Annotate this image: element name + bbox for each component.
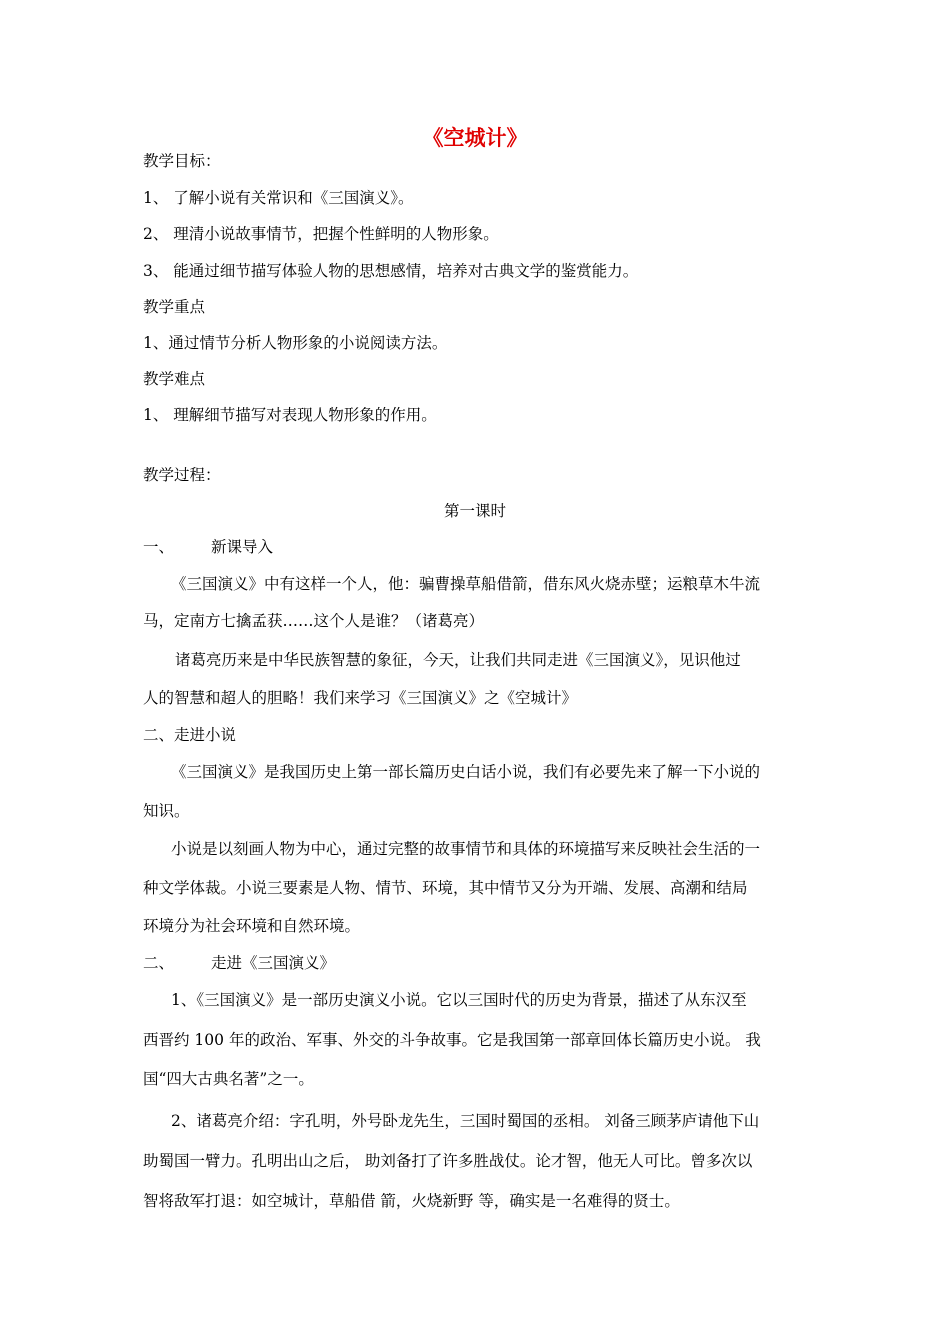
key-point-item: 1、通过情节分析人物形象的小说阅读方法。 (143, 334, 448, 352)
paragraph-line: 小说是以刻画人物为中心，通过完整的故事情节和具体的环境描写来反映社会生活的一 (171, 840, 761, 858)
paragraph-line: 诸葛亮历来是中华民族智慧的象征，今天，让我们共同走进《三国演义》，见识他过 (175, 651, 741, 669)
paragraph-line: 马，定南方七擒孟获……这个人是谁？（诸葛亮） (143, 612, 485, 630)
paragraph-line: 知识。 (143, 802, 190, 820)
objective-item: 3、 能通过细节描写体验人物的思想感情，培养对古典文学的鉴赏能力。 (143, 262, 639, 280)
lesson-period-heading: 第一课时 (443, 502, 506, 520)
paragraph-line: 《三国演义》中有这样一个人，他：骗曹操草船借箭，借东风火烧赤壁；运粮草木牛流 (171, 575, 761, 593)
section-heading-key-points: 教学重点 (143, 298, 206, 316)
paragraph-line: 1、《三国演义》是一部历史演义小说。它以三国时代的历史为背景，描述了从东汉至 (171, 991, 747, 1009)
section-number: 二、 (143, 954, 175, 972)
section-number: 一、 (143, 538, 175, 556)
paragraph-line: 种文学体裁。小说三要素是人物、情节、环境，其中情节又分为开端、发展、高潮和结局 (143, 879, 748, 897)
difficulty-item: 1、 理解细节描写对表现人物形象的作用。 (143, 406, 437, 424)
paragraph-line: 西晋约 100 年的政治、军事、外交的斗争故事。它是我国第一部章回体长篇历史小说。 我 (143, 1031, 761, 1049)
paragraph-line: 助蜀国一臂力。孔明出山之后， 助刘备打了许多胜战仗。论才智，他无人可比。曾多次以 (143, 1152, 753, 1170)
section-heading-process: 教学过程： (143, 466, 221, 484)
paragraph-line: 环境分为社会环境和自然环境。 (143, 917, 361, 935)
section-heading-novel: 二、走进小说 (143, 726, 237, 744)
section-heading-intro: 新课导入 (211, 538, 274, 556)
objective-item: 2、 理清小说故事情节，把握个性鲜明的人物形象。 (143, 225, 499, 243)
paragraph-line: 人的智慧和超人的胆略！我们来学习《三国演义》之《空城计》 (143, 689, 578, 707)
paragraph-line: 《三国演义》是我国历史上第一部长篇历史白话小说，我们有必要先来了解一下小说的 (171, 763, 761, 781)
paragraph-line: 智将敌军打退：如空城计，草船借 箭，火烧新野 等，确实是一名难得的贤士。 (143, 1192, 680, 1210)
section-heading-sanguo: 走进《三国演义》 (211, 954, 336, 972)
section-heading-objectives: 教学目标： (143, 152, 221, 170)
objective-item: 1、 了解小说有关常识和《三国演义》。 (143, 189, 414, 207)
document-title: 《空城计》 (422, 125, 528, 150)
paragraph-line: 2、诸葛亮介绍：字孔明，外号卧龙先生，三国时蜀国的丞相。 刘备三顾茅庐请他下山 (171, 1112, 760, 1130)
section-heading-difficulties: 教学难点 (143, 370, 206, 388)
paragraph-line: 国“四大古典名著”之一。 (143, 1070, 314, 1088)
